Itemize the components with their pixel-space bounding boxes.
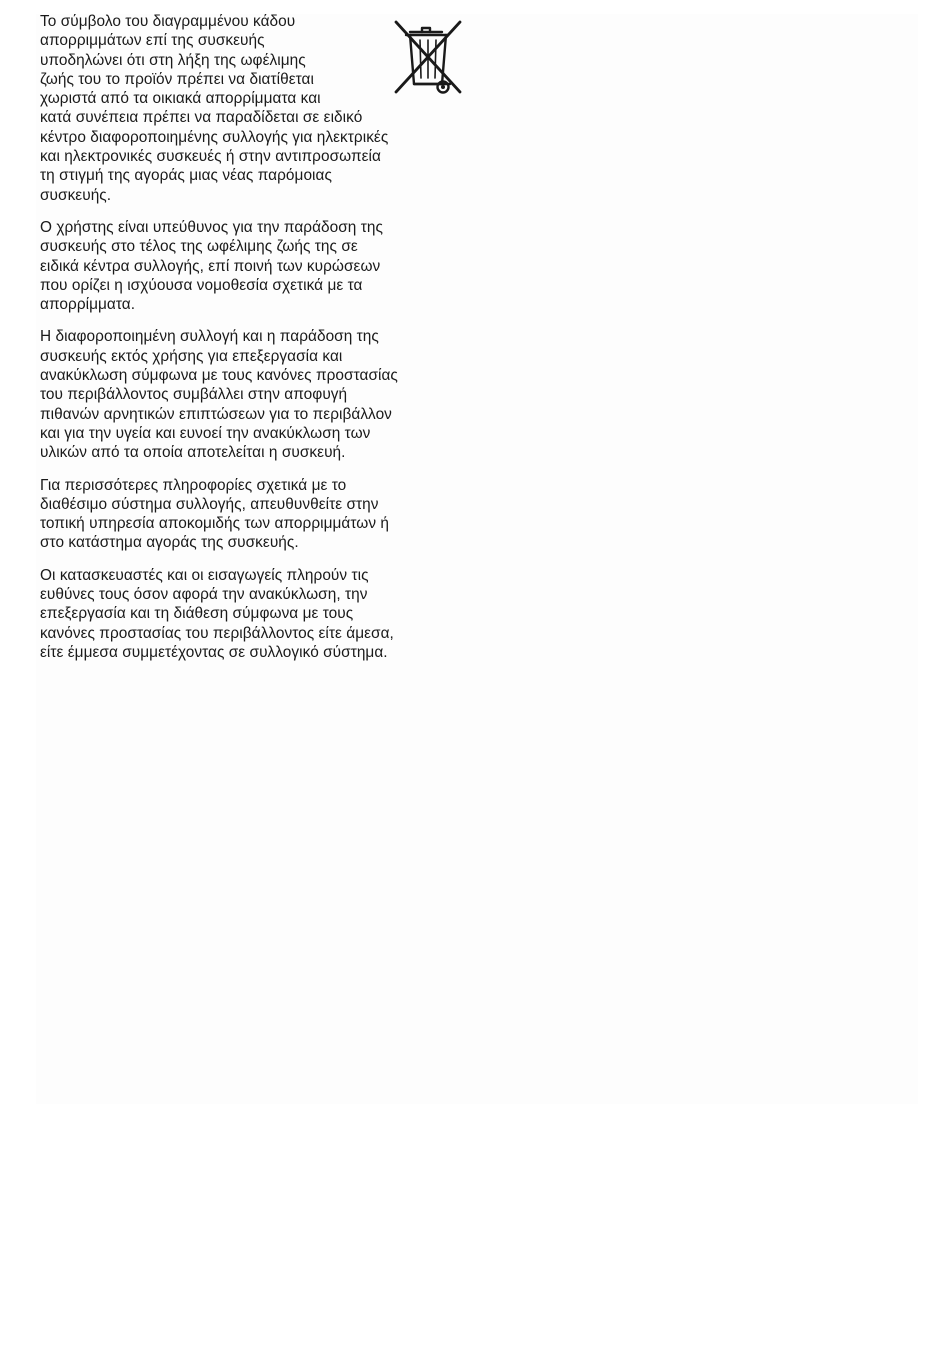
text-line: Ο χρήστης είναι υπεύθυνος για την παράδοση της bbox=[40, 218, 383, 236]
text-line: Για περισσότερες πληροφορίες σχετικά με το bbox=[40, 476, 347, 494]
text-line: κέντρο διαφοροποιημένης συλλογής για ηλεκτρικές bbox=[40, 128, 389, 146]
paragraph-user-responsibility bbox=[40, 218, 480, 314]
text-line: συσκευής εκτός χρήσης για επεξεργασία και bbox=[40, 347, 343, 365]
text-line: ειδικά κέντρα συλλογής, επί ποινή των κυρώσεων bbox=[40, 257, 381, 275]
text-line: τη στιγμή της αγοράς μιας νέας παρόμοιας bbox=[40, 167, 332, 185]
text-line: είτε έμμεσα συμμετέχοντας σε συλλογικό σύστημα. bbox=[40, 643, 388, 661]
text-line: επεξεργασία και τη διάθεση σύμφωνα με τους bbox=[40, 605, 354, 623]
text-line: κατά συνέπεια πρέπει να παραδίδεται σε ειδικό bbox=[40, 109, 363, 127]
text-line: και ηλεκτρονικές συσκευές ή στην αντιπροσωπεία bbox=[40, 148, 381, 166]
text-line: τοπική υπηρεσία αποκομιδής των απορριμμάτων ή bbox=[40, 515, 390, 533]
text-line: Η διαφοροποιημένη συλλογή και η παράδοση της bbox=[40, 328, 379, 346]
text-line: υλικών από τα οποία αποτελείται η συσκευή. bbox=[40, 444, 346, 462]
paragraph-manufacturers bbox=[40, 566, 480, 662]
text-line: στο κατάστημα αγοράς της συσκευής. bbox=[40, 534, 299, 552]
text-line: του περιβάλλοντος συμβάλλει στην αποφυγή bbox=[40, 386, 348, 404]
crossed-out-wheeled-bin-icon bbox=[390, 18, 466, 96]
text-line: κανόνες προστασίας του περιβάλλοντος είτε άμεσα, bbox=[40, 624, 394, 642]
weee-disposal-notice bbox=[40, 12, 480, 675]
text-line: υποδηλώνει ότι στη λήξη της ωφέλιμης bbox=[40, 51, 306, 69]
text-line: που ορίζει η ισχύουσα νομοθεσία σχετικά με τα bbox=[40, 276, 363, 294]
paragraph-separate-collection bbox=[40, 327, 480, 462]
text-line: διαθέσιμο σύστημα συλλογής, απευθυνθείτε στην bbox=[40, 495, 379, 513]
text-line: Οι κατασκευαστές και οι εισαγωγείς πληρούν τις bbox=[40, 566, 369, 584]
paragraph-more-information bbox=[40, 476, 480, 553]
text-line: ζωής του το προϊόν πρέπει να διατίθεται bbox=[40, 70, 314, 88]
text-line: απορριμμάτων επί της συσκευής bbox=[40, 32, 265, 50]
text-line: συσκευής στο τέλος της ωφέλιμης ζωής της σε bbox=[40, 238, 358, 256]
text-line: πιθανών αρνητικών επιπτώσεων για το περιβάλλον bbox=[40, 405, 392, 423]
text-line: Το σύμβολο του διαγραμμένου κάδου bbox=[40, 13, 296, 30]
text-line: χωριστά από τα οικιακά απορρίμματα και bbox=[40, 90, 321, 108]
text-line: και για την υγεία και ευνοεί την ανακύκλωση των bbox=[40, 424, 371, 442]
text-line: ευθύνες τους όσον αφορά την ανακύκλωση, την bbox=[40, 586, 368, 604]
text-line: συσκευής. bbox=[40, 186, 112, 204]
text-line: απορρίμματα. bbox=[40, 296, 136, 314]
text-line: ανακύκλωση σύμφωνα με τους κανόνες προστασίας bbox=[40, 367, 398, 385]
